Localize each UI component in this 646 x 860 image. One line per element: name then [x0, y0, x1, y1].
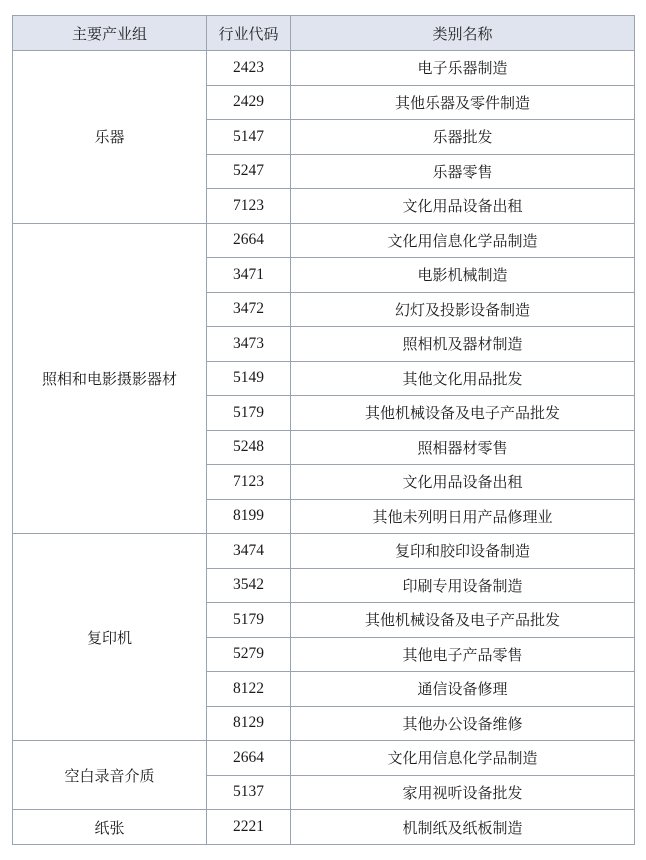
industry-code-cell: 2664 — [207, 741, 291, 776]
category-name-cell: 乐器批发 — [291, 120, 635, 155]
industry-code-cell: 5248 — [207, 430, 291, 465]
industry-code-cell: 8129 — [207, 706, 291, 741]
industry-code-cell: 5179 — [207, 396, 291, 431]
header-industry-code: 行业代码 — [207, 16, 291, 51]
industry-code-cell: 5247 — [207, 154, 291, 189]
industry-code-cell: 3542 — [207, 568, 291, 603]
industry-table-container — [12, 15, 635, 845]
table-row — [13, 223, 635, 258]
category-name-cell: 其他机械设备及电子产品批发 — [291, 396, 635, 431]
industry-code-cell: 5149 — [207, 361, 291, 396]
category-name-cell: 文化用品设备出租 — [291, 189, 635, 224]
category-name-cell: 电子乐器制造 — [291, 51, 635, 86]
category-name-cell: 其他文化用品批发 — [291, 361, 635, 396]
industry-group-cell: 复印机 — [13, 534, 207, 741]
header-industry-group: 主要产业组 — [13, 16, 207, 51]
category-name-cell: 乐器零售 — [291, 154, 635, 189]
category-name-cell: 印刷专用设备制造 — [291, 568, 635, 603]
category-name-cell: 其他机械设备及电子产品批发 — [291, 603, 635, 638]
table-row — [13, 534, 635, 569]
industry-group-cell: 纸张 — [13, 810, 207, 845]
industry-code-cell: 2664 — [207, 223, 291, 258]
industry-code-cell: 3472 — [207, 292, 291, 327]
industry-classification-table — [12, 15, 635, 845]
industry-code-cell: 2221 — [207, 810, 291, 845]
table-row — [13, 810, 635, 845]
industry-code-cell: 3473 — [207, 327, 291, 362]
header-row — [13, 16, 635, 51]
industry-code-cell: 3471 — [207, 258, 291, 293]
category-name-cell: 文化用信息化学品制造 — [291, 741, 635, 776]
table-row — [13, 51, 635, 86]
category-name-cell: 照相机及器材制造 — [291, 327, 635, 362]
industry-code-cell: 8122 — [207, 672, 291, 707]
table-row — [13, 741, 635, 776]
category-name-cell: 家用视听设备批发 — [291, 775, 635, 810]
table-body — [13, 51, 635, 845]
industry-group-cell: 空白录音介质 — [13, 741, 207, 810]
category-name-cell: 其他未列明日用产品修理业 — [291, 499, 635, 534]
industry-code-cell: 2429 — [207, 85, 291, 120]
category-name-cell: 幻灯及投影设备制造 — [291, 292, 635, 327]
category-name-cell: 通信设备修理 — [291, 672, 635, 707]
industry-code-cell: 7123 — [207, 465, 291, 500]
header-category-name: 类别名称 — [291, 16, 635, 51]
industry-code-cell: 5179 — [207, 603, 291, 638]
industry-group-cell: 乐器 — [13, 51, 207, 224]
industry-code-cell: 7123 — [207, 189, 291, 224]
category-name-cell: 复印和胶印设备制造 — [291, 534, 635, 569]
category-name-cell: 文化用信息化学品制造 — [291, 223, 635, 258]
category-name-cell: 电影机械制造 — [291, 258, 635, 293]
category-name-cell: 照相器材零售 — [291, 430, 635, 465]
category-name-cell: 其他办公设备维修 — [291, 706, 635, 741]
category-name-cell: 机制纸及纸板制造 — [291, 810, 635, 845]
industry-code-cell: 8199 — [207, 499, 291, 534]
industry-code-cell: 5279 — [207, 637, 291, 672]
category-name-cell: 文化用品设备出租 — [291, 465, 635, 500]
category-name-cell: 其他乐器及零件制造 — [291, 85, 635, 120]
category-name-cell: 其他电子产品零售 — [291, 637, 635, 672]
industry-group-cell: 照相和电影摄影器材 — [13, 223, 207, 534]
industry-code-cell: 5147 — [207, 120, 291, 155]
industry-code-cell: 3474 — [207, 534, 291, 569]
industry-code-cell: 5137 — [207, 775, 291, 810]
industry-code-cell: 2423 — [207, 51, 291, 86]
